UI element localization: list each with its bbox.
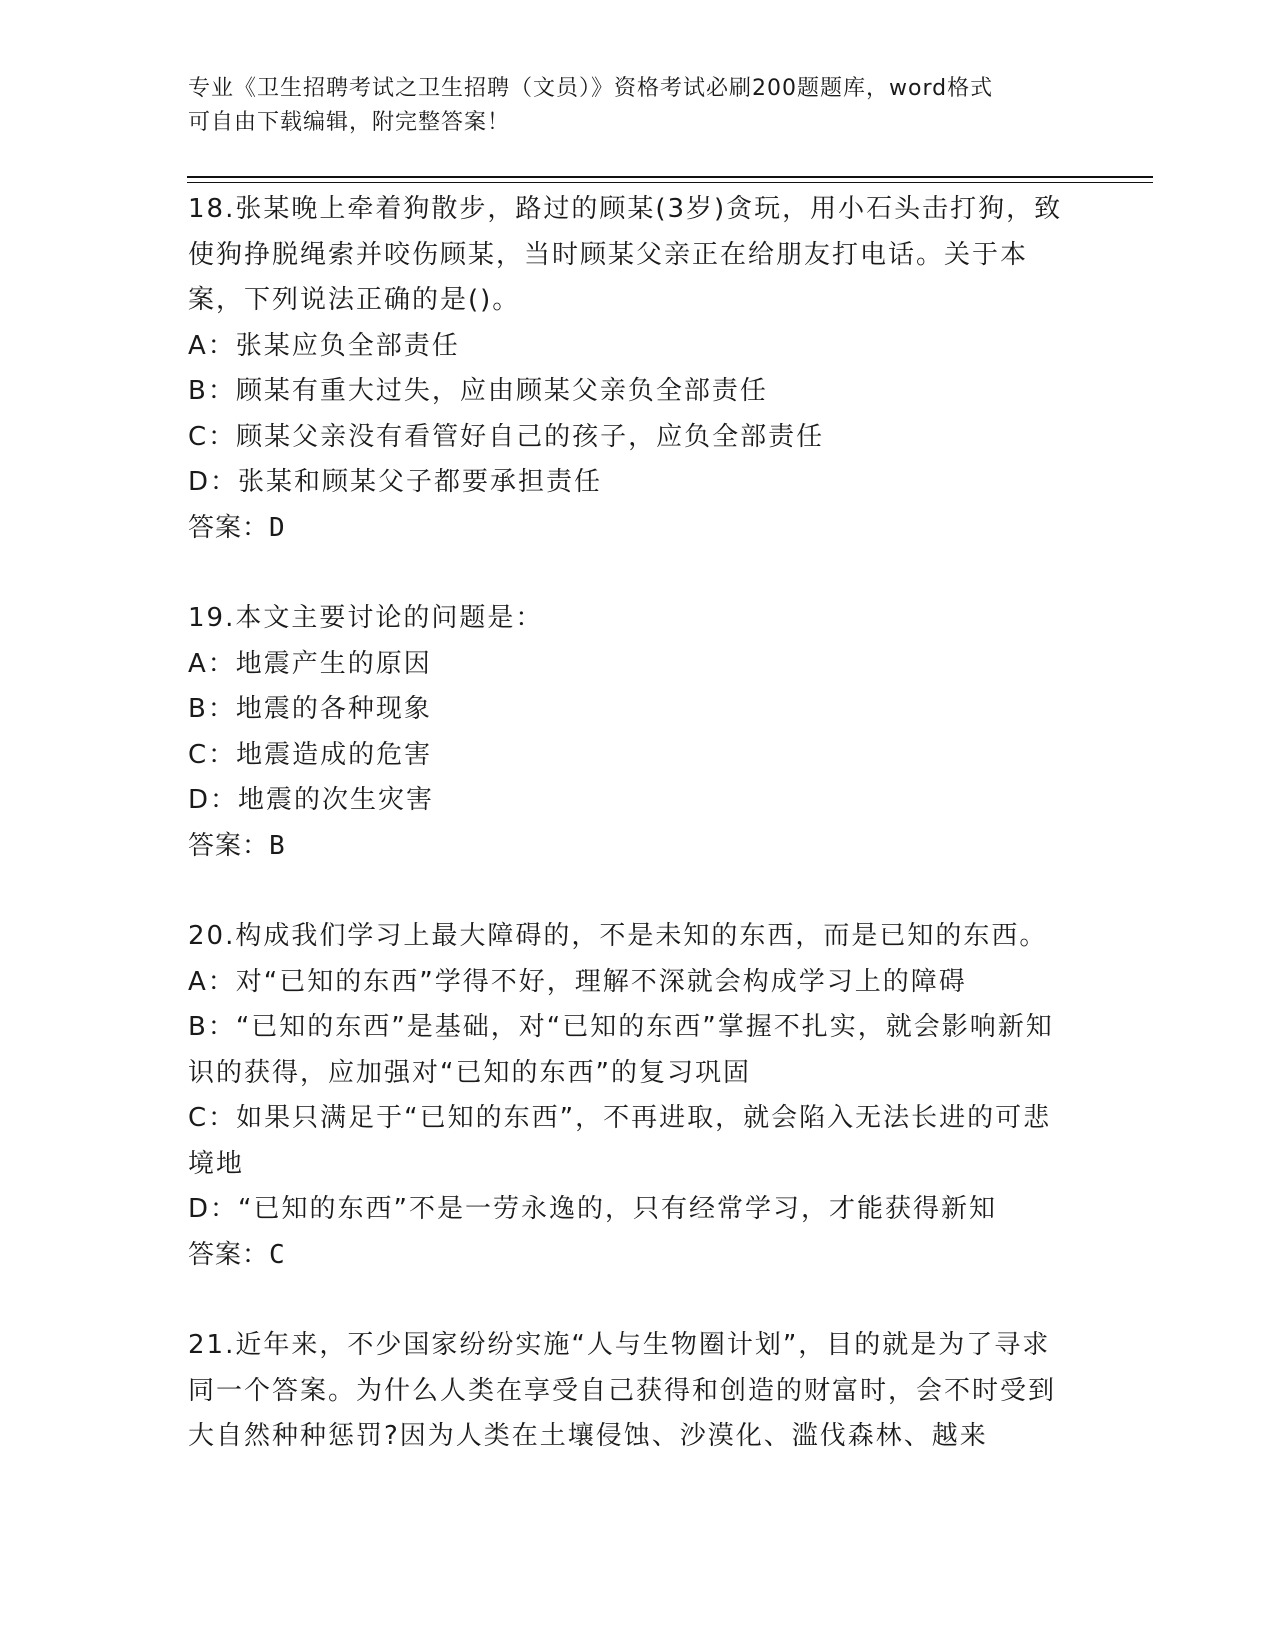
option-d: D：“已知的东西”不是一劳永逸的，只有经常学习，才能获得新知 <box>188 1194 997 1224</box>
option-b: B：顾某有重大过失，应由顾某父亲负全部责任 <box>188 376 768 406</box>
question-text: 20.构成我们学习上最大障碍的，不是未知的东西，而是已知的东西。 <box>188 921 1048 951</box>
question-text: 18.张某晚上牵着狗散步，路过的顾某(3岁)贪玩，用小石头击打狗，致使狗挣脱绳索并咬伤顾某，当时顾某父亲正在给朋友打电话。关于本案，下列说法正确的是()。 <box>188 194 1063 315</box>
option-a: A：地震产生的原因 <box>188 648 432 679</box>
header-divider-thin <box>187 182 1153 183</box>
option-d: D：地震的次生灾害 <box>188 785 435 815</box>
question-text: 21.近年来，不少国家纷纷实施“人与生物圈计划”，目的就是为了寻求同一个答案。为什么人类在享受自己获得和创造的财富时，会不时受到大自然种种惩罚?因为人类在土壤侵蚀、沙漠化、滥伐森林、越来 <box>188 1330 1057 1451</box>
answer <box>188 506 1078 552</box>
option-a: A：张某应负全部责任 <box>188 330 460 361</box>
header-line-2: 可自由下载编辑，附完整答案！ <box>188 110 511 135</box>
option-c: C：如果只满足于“已知的东西”，不再进取，就会陷入无法长进的可悲境地 <box>188 1103 1052 1179</box>
header-line-1: 专业《卫生招聘考试之卫生招聘（文员）》资格考试必刷200题题库，word格式 <box>188 76 994 101</box>
option-c: C：顾某父亲没有看管好自己的孩子，应负全部责任 <box>188 421 825 452</box>
question-list <box>188 187 1078 1460</box>
answer-value: D <box>269 512 286 543</box>
answer-value: C <box>269 1239 286 1270</box>
answer-label: 答案： <box>188 830 270 861</box>
answer-label: 答案： <box>188 1239 270 1270</box>
question-19 <box>188 596 1078 869</box>
answer <box>188 824 1078 870</box>
header-divider <box>187 176 1153 178</box>
answer <box>188 1233 1078 1279</box>
question-18 <box>188 187 1078 551</box>
answer-value: B <box>269 830 286 861</box>
option-c: C：地震造成的危害 <box>188 739 433 770</box>
option-b: B：“已知的东西”是基础，对“已知的东西”掌握不扎实，就会影响新知识的获得，应加强对“已知的东西”的复习巩固 <box>188 1012 1054 1088</box>
option-a: A：对“已知的东西”学得不好，理解不深就会构成学习上的障碍 <box>188 966 967 997</box>
question-20 <box>188 914 1078 1278</box>
option-d: D：张某和顾某父子都要承担责任 <box>188 467 603 497</box>
document-header <box>188 72 1088 140</box>
answer-label: 答案： <box>188 512 270 543</box>
question-21 <box>188 1323 1078 1460</box>
option-b: B：地震的各种现象 <box>188 694 432 724</box>
question-text: 19.本文主要讨论的问题是： <box>188 603 544 633</box>
